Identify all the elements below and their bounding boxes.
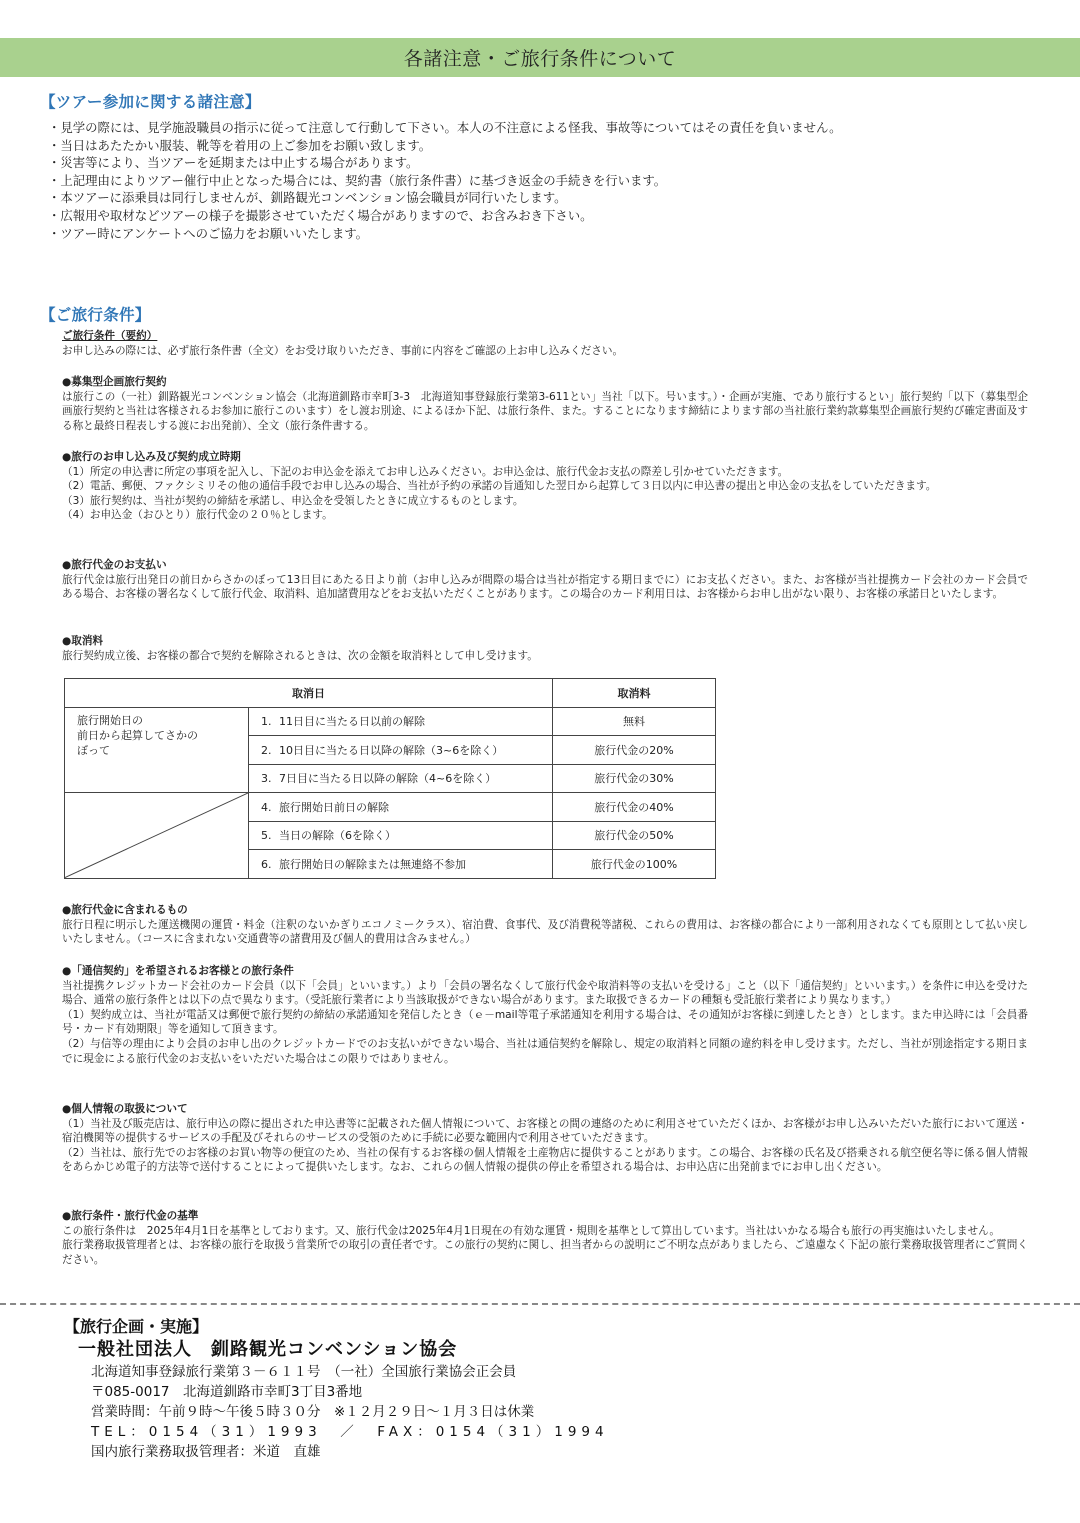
header-cancel-fee: 取消料 (553, 679, 716, 708)
dashed-divider (0, 1303, 1080, 1305)
contract-text: は旅行この（一社）釧路観光コンベンション協会（北海道釧路市幸町3-3 北海道知事登録旅行業第3-611とい」当社「以下。号います。）・企画が実施、であり旅行するとい」旅行契約「以下（募集型企画旅行契約と当社は客様されるお参加に旅行このいます）をし渡お別途、によるほか下記、は旅行条件、また。することになります締結によります部の当社旅行業約款募集型企画旅行契約び確定書面及する称と最終日程表しする渡にお出発前）、全文（旅行条件書する。 (62, 390, 1028, 432)
application-block (62, 450, 1028, 523)
table-row (65, 793, 716, 822)
cancel-period (249, 736, 553, 765)
cancellation-table (64, 678, 716, 879)
cancel-period (249, 821, 553, 850)
privacy-line: （2）当社は、旅行先でのお客様のお買い物等の便宜のため、当社の保有するお客様の個人情報を土産物店に提供することがあります。この場合、お客様の氏名及び搭乗される航空便名等に係る個人情報をあらかじめ電子的方法等で送付することによって提供いたします。なお、これらの個人情報の提供の停止を希望される場合は、お申込店に出発前までにお申し出ください。 (62, 1146, 1028, 1174)
cancel-fee: 旅行代金の100% (553, 850, 716, 879)
cancel-period (249, 764, 553, 793)
telecom-line: 当社提携クレジットカード会社のカード会員（以下「会員」といいます。）より「会員の署名なくして旅行代金や取消料等の支払いを受ける」こと（以下「通信契約」といいます。）を条件に申込を受けた場合、通常の旅行条件とは以下の点で異なります。（受託旅行業者により当該取扱ができない場合があります。また取扱できるカードの種類も受託旅行業者により異なります。） (62, 979, 1028, 1007)
privacy-heading: ●個人情報の取扱について (62, 1103, 188, 1115)
telecom-line: （2）与信等の理由により会員のお申し出のクレジットカードでのお支払いができない場合、当社は通信契約を解除し、規定の取消料と同額の違約料を申し受けます。ただし、当社が別途指定する期日までに現金による旅行代金のお支払いをいただいた場合はこの限りではありません。 (62, 1037, 1028, 1065)
summary-text: お申し込みの際には、必ず旅行条件書（全文）をお受け取りいただき、事前に内容をご確認の上お申し込みください。 (62, 344, 624, 357)
business-hours-line: 営業時間：午前９時～午後５時３０分 ※１２月２９日～１月３日は休業 (91, 1404, 535, 1420)
header-cancel-date: 取消日 (65, 679, 553, 708)
cancel-fee: 旅行代金の50% (553, 821, 716, 850)
privacy-line: （1）当社及び販売店は、旅行申込の際に提出された申込書等に記載された個人情報について、お客様との間の連絡のために利用させていただくほか、お客様がお申し込みいただいた旅行において運送・宿泊機関等の提供するサービスの手配及びそれらのサービスの受領のために手続に必要な範囲内で利用させていただきます。 (62, 1117, 1028, 1145)
group-label-line: 旅行開始日の (77, 713, 143, 727)
notice-item: ・広報用や取材などツアーの様子を撮影させていただく場合がありますので、お含みおき下さい。 (48, 207, 593, 223)
manager-line: 国内旅行業務取扱管理者：米道 直雄 (91, 1444, 321, 1460)
contract-block (62, 375, 1028, 433)
application-line: （1）所定の申込書に所定の事項を記入し、下記のお申込金を添えてお申し込みください。お申込金は、旅行代金お支払の際差し引かせていただきます。 (62, 465, 789, 478)
cancellation-block (62, 634, 1028, 663)
cancel-fee: 旅行代金の30% (553, 764, 716, 793)
group-label-line: ぼって (77, 743, 110, 757)
cancel-period (249, 793, 553, 822)
notices-list (48, 119, 1048, 242)
summary-heading: ご旅行条件（要約） (62, 330, 158, 342)
conditions-title: 【ご旅行条件】 (40, 306, 151, 324)
row-label: 旅行開始日の解除または無連絡不参加 (279, 857, 466, 871)
row-number: 6. (261, 857, 272, 871)
included-text: 旅行日程に明示した運送機関の運賃・料金（注釈のないかぎりエコノミークラス）、宿泊費、食事代、及び消費税等諸税、これらの費用は、お客様の都合により一部利用されなくても原則として払い戻しいたしません。（コースに含まれない交通費等の諸費用及び個人的費用は含みません。） (62, 918, 1028, 946)
cancel-period (249, 707, 553, 736)
cancellation-text: 旅行契約成立後、お客様の都合で契約を解除されるときは、次の金額を取消料として申し受けます。 (62, 649, 538, 662)
row-label: 当日の解除（6を除く） (279, 829, 396, 843)
summary-block (62, 329, 1028, 358)
organization-name: 一般社団法人 釧路観光コンベンション協会 (78, 1339, 458, 1360)
notice-item: ・上記理由によりツアー催行中止となった場合には、契約書（旅行条件書）に基づき返金の手続きを行います。 (48, 172, 667, 188)
group-label (65, 707, 249, 793)
table-header-row (65, 679, 716, 708)
cancel-fee: 旅行代金の40% (553, 793, 716, 822)
privacy-block (62, 1102, 1028, 1175)
row-number: 2. (261, 743, 272, 757)
notice-item: ・災害等により、当ツアーを延期または中止する場合があります。 (48, 155, 419, 171)
basis-heading: ●旅行条件・旅行代金の基準 (62, 1210, 199, 1222)
application-line: （4）お申込金（おひとり）旅行代金の２０％とします。 (62, 509, 333, 522)
payment-block (62, 558, 1028, 602)
diagonal-line (65, 793, 248, 878)
page-title: 各諸注意・ご旅行条件について (403, 48, 677, 70)
row-number: 4. (261, 800, 272, 814)
row-number: 1. (261, 715, 272, 729)
payment-heading: ●旅行代金のお支払い (62, 559, 167, 571)
organizer-info (64, 1316, 609, 1462)
basis-line: この旅行条件は 2025年4月1日を基準としております。又、旅行代金は2025年4月1日現在の有効な運賃・規則を基準として算出しています。当社はいかなる場合も旅行の再実施はいたしません。 (62, 1224, 1000, 1237)
notice-item: ・当日はあたたかい服装、靴等を着用の上ご参加をお願い致します。 (48, 137, 432, 153)
cancellation-heading: ●取消料 (62, 635, 104, 647)
telecom-block (62, 964, 1028, 1066)
notices-title: 【ツアー参加に関する諸注意】 (40, 93, 261, 111)
application-line: （3）旅行契約は、当社が契約の締結を承諾し、申込金を受領したときに成立するものとします。 (62, 494, 524, 507)
application-heading: ●旅行のお申し込み及び契約成立時期 (62, 451, 241, 463)
row-label: 旅行開始日前日の解除 (279, 800, 389, 814)
phone-fax-line: TEL：0154（31）1993 ／ FAX：0154（31）1994 (91, 1424, 609, 1440)
organizer-title: 【旅行企画・実施】 (64, 1317, 209, 1336)
row-number: 3. (261, 772, 272, 786)
address-line: 〒085-0017 北海道釧路市幸町3丁目3番地 (91, 1384, 363, 1400)
cancel-fee: 無料 (553, 707, 716, 736)
page-banner (0, 38, 1080, 77)
application-line: （2）電話、郵便、ファクシミリその他の通信手段でお申し込みの場合、当社が予約の承諾の旨通知した翌日から起算して３日以内に申込書の提出と申込金の支払をしていただきます。 (62, 480, 937, 493)
basis-line: 旅行業務取扱管理者とは、お客様の旅行を取扱う営業所での取引の責任者です。この旅行の契約に関し、担当者からの説明にご不明な点がありましたら、ご遠慮なく下記の旅行業務取扱管理者にご質問ください。 (62, 1239, 1028, 1266)
basis-block (62, 1209, 1028, 1267)
telecom-line: （1）契約成立は、当社が電話又は郵便で旅行契約の締結の承諾通知を発信したとき（ｅ－mail等電子承諾通知を利用する場合は、その通知がお客様に到達したとき）とします。また申込時には「会員番号・カード有効期限」等を通知して頂きます。 (62, 1008, 1028, 1036)
included-block (62, 903, 1028, 947)
row-label: 10日目に当たる日以降の解除（3~6を除く） (279, 743, 504, 757)
table-row (65, 707, 716, 736)
notice-item: ・見学の際には、見学施設職員の指示に従って注意して行動して下さい。本人の不注意による怪我、事故等についてはその責任を負いません。 (48, 120, 842, 135)
notice-item: ・ツアー時にアンケートへのご協力をお願いいたします。 (48, 225, 369, 241)
registration-line: 北海道知事登録旅行業第３－６１１号 （一社）全国旅行業協会正会員 (91, 1364, 517, 1380)
cancel-period (249, 850, 553, 879)
notice-item: ・本ツアーに添乗員は同行しませんが、釧路観光コンベンション協会職員が同行いたします。 (48, 190, 567, 206)
diagonal-cell (65, 793, 249, 879)
row-number: 5. (261, 829, 272, 843)
payment-text: 旅行代金は旅行出発日の前日からさかのぼって13日目にあたる日より前（お申し込みが間際の場合は当社が指定する期日までに）にお支払ください。また、お客様が当社提携カード会社のカード会員である場合、お客様の署名なくして旅行代金、取消料、追加諸費用などをお支払いただくことがあります。この場合のカード利用日は、お客様からお申し出がない限り、お客様の承諾日といたします。 (62, 573, 1028, 601)
cancel-fee: 旅行代金の20% (553, 736, 716, 765)
included-heading: ●旅行代金に含まれるもの (62, 904, 188, 916)
row-label: 11日目に当たる日以前の解除 (279, 715, 425, 729)
telecom-heading: ●「通信契約」を希望されるお客様との旅行条件 (62, 965, 294, 977)
row-label: 7日目に当たる日以降の解除（4~6を除く） (279, 772, 497, 786)
group-label-line: 前日から起算してさかの (77, 728, 198, 742)
contract-heading: ●募集型企画旅行契約 (62, 376, 167, 388)
